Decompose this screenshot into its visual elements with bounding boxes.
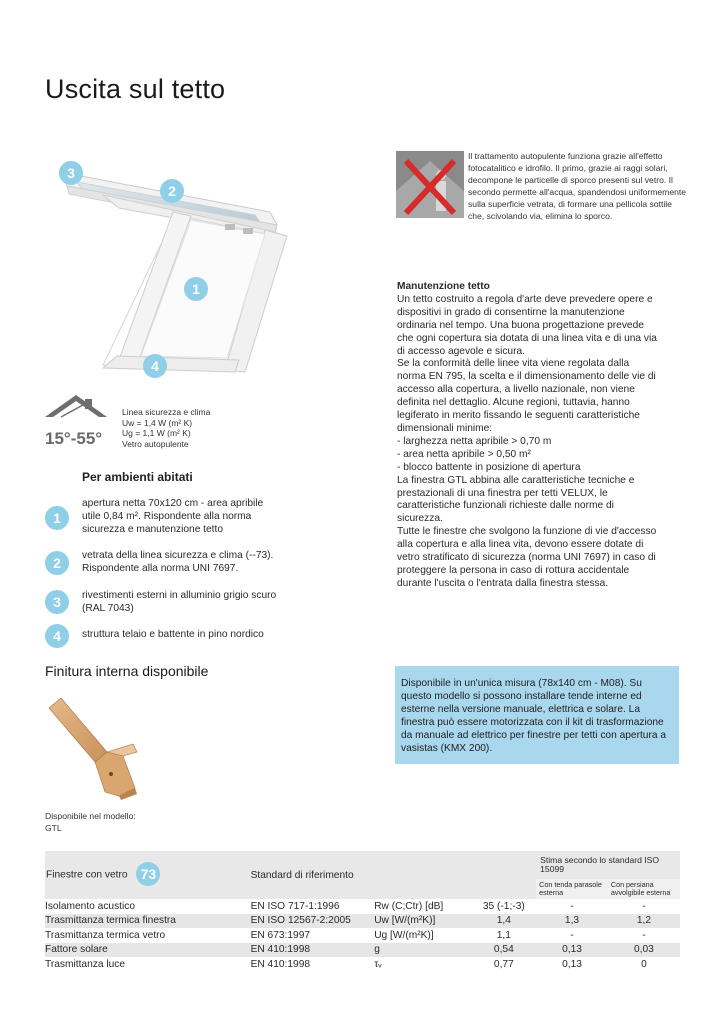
maintenance-paragraph: - blocco battente in posizione di apertura [397, 461, 581, 473]
pitch-range: 15°-55° [45, 429, 103, 448]
maintenance-paragraph: - larghezza netta apribile > 0,70 m [397, 435, 552, 447]
maintenance-paragraph: Un tetto costruito a regola d'arte deve prevedere opere e dispositivi in grado di consentirne la manutenzione ordinaria nel tempo. Una buona progettazione prevede che ogni copertura sia dotata di una linea vita e di una via di accesso agevole e sicura. [397, 293, 657, 357]
row-value: 35 (-1;-3) [482, 900, 525, 912]
callout-badge: 4 [143, 354, 167, 378]
glass-code-badge: 73 [136, 862, 160, 886]
row-name: Fattore solare [45, 943, 251, 958]
callout-badge: 2 [160, 179, 184, 203]
subheader-shutter: Con persiana avvolgibile esterna [608, 879, 680, 899]
wood-finish-image [45, 696, 139, 800]
self-cleaning-text: Il trattamento autopulente funziona grazie all'effetto fotocatalitico e idrofilo. Il primo, grazie ai raggi solari, decompone le particelle di sporco presenti sul vetro. Il secondo permette all'acqua, spandendosi uniformemente sulla superficie vetrata, di formare una pellicola sottile che, scivolando via, elimina lo sporco. [468, 151, 687, 221]
row-standard: EN 410:1998 [250, 958, 311, 970]
self-cleaning-image [396, 151, 464, 218]
table-row [45, 943, 680, 958]
feature-text: struttura telaio e battente in pino nordico [82, 629, 264, 640]
features-title: Per ambienti abitati [82, 470, 193, 484]
row-unit: Uw [W/(m²K)] [374, 914, 471, 929]
row-awning: - [570, 929, 574, 941]
table-header-row [45, 851, 680, 879]
subheader-awning: Con tenda parasole esterna [536, 879, 608, 899]
callout-badge: 1 [184, 277, 208, 301]
row-value: 1,4 [472, 914, 537, 929]
row-awning: 0,13 [536, 943, 608, 958]
feature-text: apertura netta 70x120 cm - area apribile utile 0,84 m². Rispondente alla norma sicurezza e manutenzione tetto [82, 498, 264, 535]
table-row [45, 957, 680, 972]
row-awning: 1,3 [536, 914, 608, 929]
header-glass-label: Finestre con vetro [46, 869, 128, 881]
maintenance-section [397, 281, 659, 591]
row-unit: Ug [W/(m²K)] [374, 929, 434, 941]
finishing-caption-line: GTL [45, 823, 62, 833]
maintenance-paragraph: - area netta apribile > 0,50 m² [397, 448, 531, 460]
pitch-spec-line: Ug = 1,1 W (m² K) [122, 428, 191, 438]
maintenance-title: Manutenzione tetto [397, 281, 490, 292]
roof-pitch-icon [43, 391, 109, 425]
row-name: Trasmittanza termica vetro [45, 929, 166, 941]
row-awning: 0,13 [562, 958, 582, 970]
row-value: 0,54 [472, 943, 537, 958]
row-value: 1,1 [496, 929, 511, 941]
feature-badge: 2 [45, 551, 69, 575]
table-row [45, 928, 680, 943]
table-row [45, 914, 680, 929]
pitch-specs [122, 407, 210, 449]
row-shutter: 1,2 [608, 914, 680, 929]
row-shutter: 0,03 [608, 943, 680, 958]
pitch-spec-line: Vetro autopulente [122, 438, 189, 449]
feature-badge: 1 [45, 506, 69, 530]
row-name: Trasmittanza termica finestra [45, 914, 251, 929]
specs-table [45, 851, 680, 972]
maintenance-paragraph: Tutte le finestre che svolgono la funzione di vie d'accesso alla copertura e alla linea vita, devono essere dotate di vetro stratificato di sicurezza (norma UNI 7697) in caso di proteggere la persona in caso di rottura accidentale durante l'uscita o l'entrata dalla finestra stessa. [397, 526, 657, 589]
callout-badge: 3 [59, 161, 83, 185]
row-unit: g [374, 943, 471, 958]
row-unit: τᵥ [374, 958, 382, 970]
finishing-caption [45, 810, 136, 834]
maintenance-paragraph: Se la conformità delle linee vita viene regolata dalla norma EN 795, la scelta e il dimensionamento delle vie di accesso alla copertura, a livello nazionale, non viene definita nel dettaglio. Alcune regioni, tuttavia, hanno legiferato in merito fissando le seguenti caratteristiche dimensionali minime: [397, 358, 656, 434]
header-estimate: Stima secondo lo standard ISO 15099 [536, 851, 680, 879]
row-name: Isolamento acustico [45, 900, 136, 912]
row-standard: EN 410:1998 [251, 943, 375, 958]
pitch-spec-line: Uw = 1,4 W (m² K) [122, 417, 193, 428]
feature-badge: 4 [45, 624, 69, 648]
header-standard: Standard di riferimento [251, 851, 537, 899]
row-shutter: 0 [641, 958, 647, 970]
page-title: Uscita sul tetto [45, 74, 226, 104]
feature-text: rivestimenti esterni in alluminio grigio scuro (RAL 7043) [82, 590, 277, 614]
header-glass [45, 851, 251, 899]
row-value: 0,77 [493, 958, 514, 970]
row-standard: EN ISO 12567-2:2005 [251, 914, 375, 929]
maintenance-paragraph: La finestra GTL abbina alle caratteristiche tecniche e prestazionali di una finestra per tetti VELUX, le caratteristiche funzionali richieste dalle norme di sicurezza. [397, 474, 635, 525]
pitch-spec-line: Linea sicurezza e clima [122, 407, 211, 417]
row-shutter: - [642, 900, 646, 912]
info-box [395, 666, 679, 764]
table-row [45, 899, 680, 914]
feature-text: vetrata della linea sicurezza e clima (--73). Rispondente alla norma UNI 7697. [82, 550, 274, 574]
row-unit: Rw (C;Ctr) [dB] [374, 900, 444, 912]
row-awning: - [570, 900, 574, 912]
row-standard: EN ISO 717-1:1996 [250, 900, 340, 912]
finishing-title: Finitura interna disponibile [45, 663, 209, 679]
feature-badge: 3 [45, 590, 69, 614]
info-box-text: Disponibile in un'unica misura (78x140 cm - M08). Su questo modello si possono installare tende interne ed esterne nella versione manuale, elettrica e solare. La finestra può essere motorizzata con il kit di trasformazione da manuale ad elettrico per finestre per tetti con apertura a vasistas (KMX 200). [401, 678, 667, 754]
row-shutter: - [642, 929, 646, 941]
row-standard: EN 673:1997 [250, 929, 311, 941]
row-name: Trasmittanza luce [45, 958, 126, 970]
finishing-caption-line: Disponibile nel modello: [45, 811, 136, 821]
